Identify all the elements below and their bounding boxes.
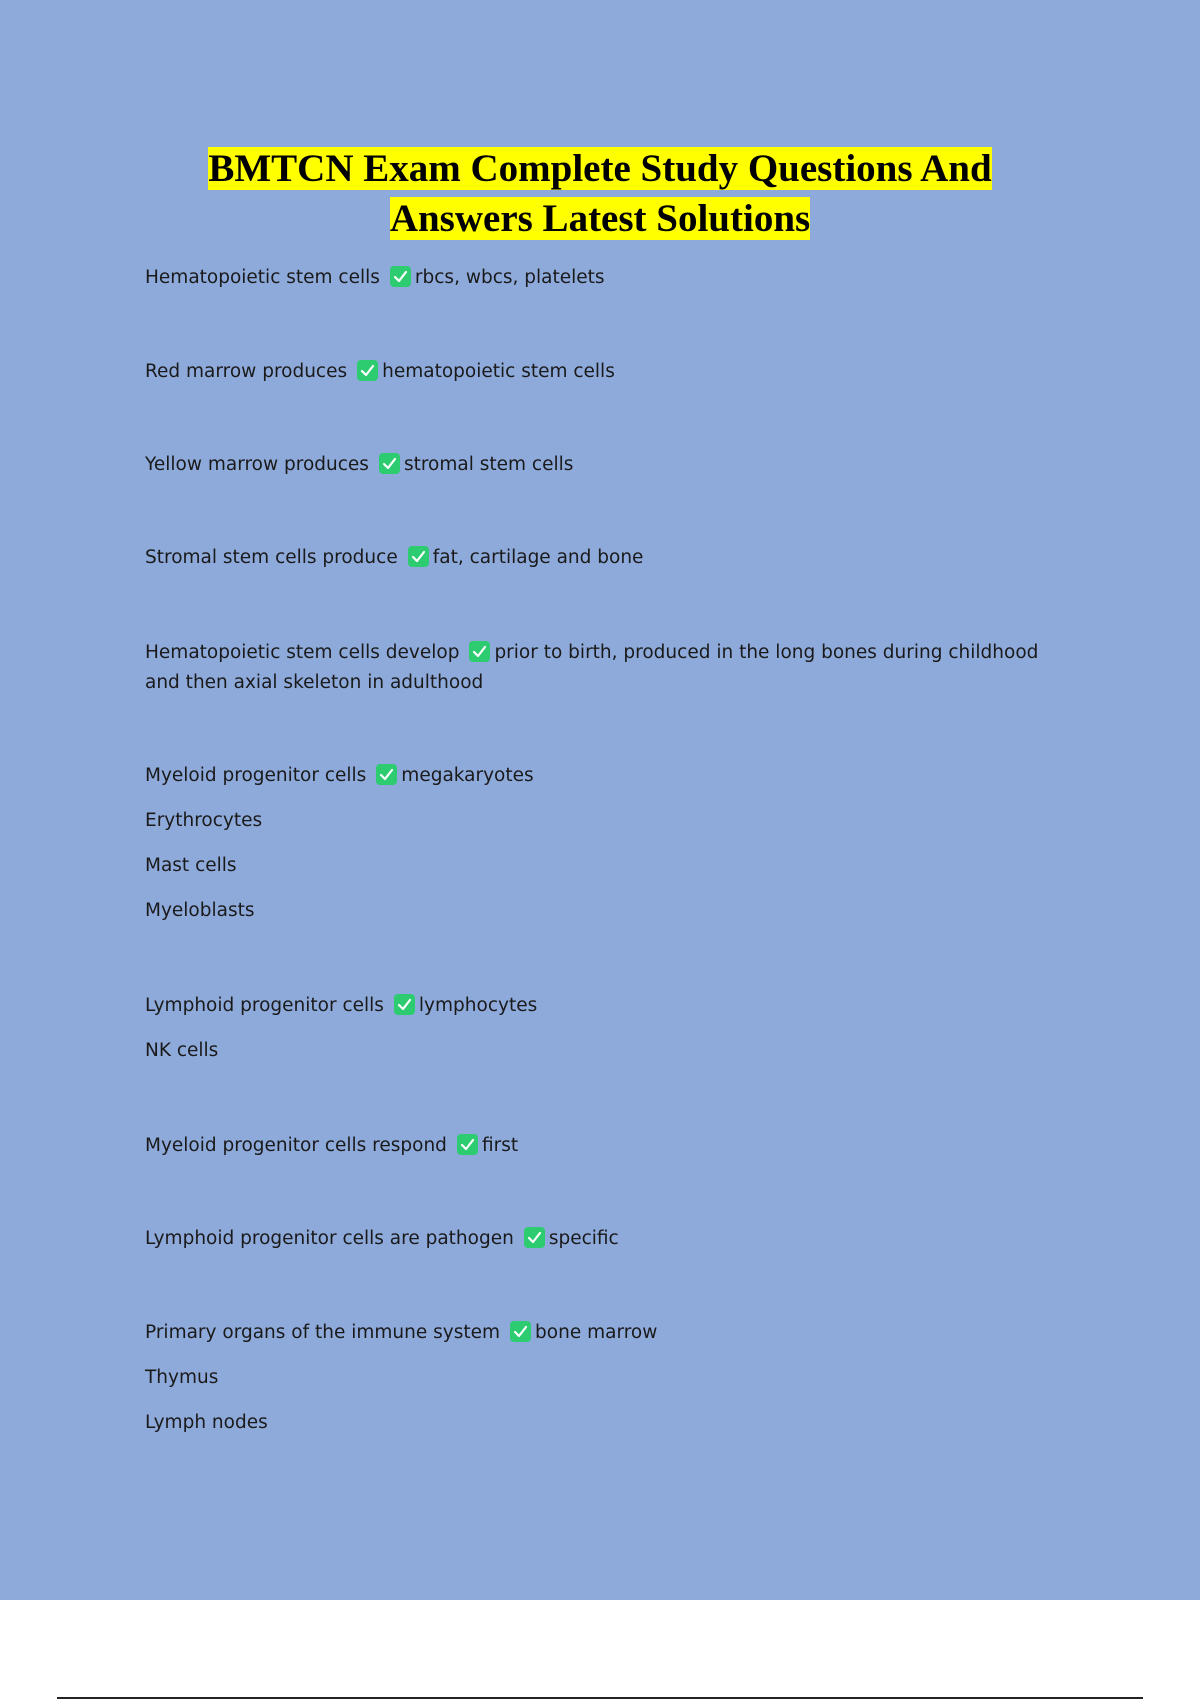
qa-line [145,1224,1065,1254]
question-text: Myeloid progenitor cells [145,765,367,786]
check-mark-icon [357,360,378,381]
question-text: Yellow marrow produces [145,454,369,475]
footer-divider [57,1697,1143,1699]
check-mark-icon [379,453,400,474]
qa-item [145,1318,1065,1438]
qa-line [145,263,1065,293]
check-mark-icon [390,266,411,287]
document-title [0,144,1200,244]
qa-item [145,357,1065,387]
qa-line [145,543,1065,573]
check-mark-icon [524,1227,545,1248]
qa-item [145,761,1065,926]
qa-line [145,357,1065,387]
qa-line [145,991,1065,1021]
answer-text: megakaryotes [401,765,534,786]
answer-continuation: Erythrocytes [145,810,263,831]
answer-text: prior to birth, produced in the long bones during childhood and then axial skeleton in adulthood [145,642,1039,693]
question-text: Myeloid progenitor cells respond [145,1135,447,1156]
check-mark-icon [510,1321,531,1342]
answer-text: specific [548,1228,619,1249]
question-text: Red marrow produces [145,361,348,382]
answer-text: fat, cartilage and bone [432,547,644,568]
answer-text: first [481,1135,519,1156]
question-text: Hematopoietic stem cells [145,267,380,288]
question-text: Hematopoietic stem cells develop [145,642,460,663]
answer-text: hematopoietic stem cells [382,361,615,382]
answer-text: stromal stem cells [403,454,574,475]
title-line-1: BMTCN Exam Complete Study Questions And [208,147,992,190]
qa-line [145,1131,1065,1161]
check-mark-icon [376,764,397,785]
check-mark-icon [469,641,490,662]
qa-item [145,638,1065,698]
question-text: Lymphoid progenitor cells are pathogen [145,1228,514,1249]
qa-item [145,543,1065,573]
answer-continuation: Myeloblasts [145,900,255,921]
question-text: Stromal stem cells produce [145,547,398,568]
answer-text: rbcs, wbcs, platelets [414,267,605,288]
title-line-2: Answers Latest Solutions [389,197,811,240]
qa-line [145,1318,1065,1348]
answer-continuation: Mast cells [145,855,237,876]
qa-item [145,1131,1065,1161]
answer-continuation: NK cells [145,1040,219,1061]
answer-text: lymphocytes [418,995,538,1016]
answer-continuation: Thymus [145,1367,219,1388]
question-text: Lymphoid progenitor cells [145,995,384,1016]
question-text: Primary organs of the immune system [145,1322,501,1343]
qa-item [145,263,1065,293]
check-mark-icon [457,1134,478,1155]
qa-line [145,638,1065,698]
qa-item [145,1224,1065,1254]
answer-continuation: Lymph nodes [145,1412,268,1433]
check-mark-icon [408,546,429,567]
check-mark-icon [394,994,415,1015]
qa-item [145,991,1065,1066]
qa-line [145,450,1065,480]
answer-text: bone marrow [535,1322,658,1343]
qa-item [145,450,1065,480]
qa-line [145,761,1065,791]
